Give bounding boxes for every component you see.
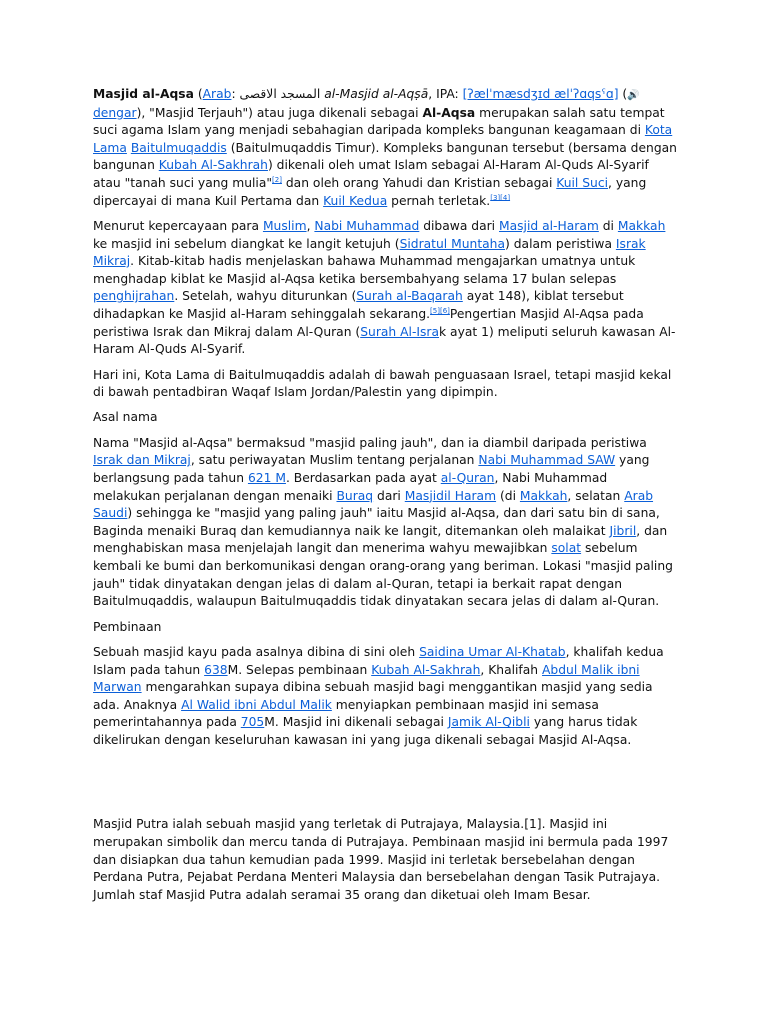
link-israk-mikraj[interactable]: Israk Mikraj bbox=[93, 236, 646, 269]
link-dengar[interactable]: dengar bbox=[93, 105, 137, 120]
link-makkah[interactable]: Makkah bbox=[617, 218, 666, 233]
link-penghijrahan[interactable]: penghijrahan bbox=[93, 289, 175, 304]
link-621-m[interactable]: 621 M bbox=[247, 471, 286, 486]
link-kubah-al-sakhrah[interactable]: Kubah Al-Sakhrah bbox=[158, 158, 268, 173]
paragraph-belief: Menurut kepercayaan para Muslim, Nabi Muhammad dibawa dari Masjid al-Haram di Makkah ke masjid ini sebelum diangkat ke langit ketujuh (Sidratul Muntaha) dalam peristiwa Israk Mikraj. Kitab-kitab hadis menjelaskan bahawa Muhammad mengajarkan umatnya untuk menghadap kiblat ke Masjid al-Aqsa ketika bersembahyang selama 17 bulan selepas penghijrahan. Setelah, wahyu diturunkan (Surah al-Baqarah ayat 148), kiblat tersebut dihadapkan ke Masjid al-Haram sehinggalah sekarang.[5][6]Pengertian Masjid Al-Aqsa pada peristiwa Israk dan Mikraj dalam Al-Quran (Surah Al-Israk ayat 1) meliputi seluruh kawasan Al-Haram Al-Quds Al-Syarif. bbox=[93, 218, 676, 357]
link-abdul-malik[interactable]: Abdul Malik ibni Marwan bbox=[93, 662, 640, 695]
paragraph-today: Hari ini, Kota Lama di Baitulmuqaddis adalah di bawah penguasaan Israel, tetapi masjid kekal di bawah pentadbiran Waqaf Islam Jordan/Palestin yang dipimpin. bbox=[93, 367, 672, 400]
link-kuil-kedua[interactable]: Kuil Kedua bbox=[323, 193, 388, 208]
link-nabi-muhammad[interactable]: Nabi Muhammad bbox=[314, 218, 420, 233]
link-surah-al-baqarah[interactable]: Surah al-Baqarah bbox=[356, 289, 463, 304]
link-705[interactable]: 705 bbox=[240, 715, 265, 730]
speaker-icon[interactable]: 🔊 bbox=[627, 90, 640, 101]
link-arab[interactable]: Arab bbox=[202, 87, 232, 101]
link-israk-dan-mikraj[interactable]: Israk dan Mikraj bbox=[93, 453, 191, 468]
link-al-walid[interactable]: Al Walid ibni Abdul Malik bbox=[181, 697, 332, 712]
link-masjid-al-haram[interactable]: Masjid al-Haram bbox=[499, 218, 599, 233]
arabic-name: المسجد الاقصى bbox=[239, 87, 321, 101]
link-makkah[interactable]: Makkah bbox=[519, 488, 568, 503]
link-solat[interactable]: solat bbox=[551, 541, 582, 556]
link-baitulmuqaddis[interactable]: Baitulmuqaddis bbox=[130, 140, 227, 155]
ref-link[interactable]: [3][4] bbox=[490, 193, 511, 202]
paragraph-construction: Sebuah masjid kayu pada asalnya dibina di sini oleh Saidina Umar Al-Khatab, khalifah kedua Islam pada tahun 638M. Selepas pembinaan Kubah Al-Sakhrah, Khalifah Abdul Malik ibni Marwan mengarahkan supaya dibina sebuah masjid bagi menggantikan masjid yang sedia ada. Anaknya Al Walid ibni Abdul Malik menyiapkan pembinaan masjid ini semasa pemerintahannya pada 705M. Masjid ini dikenali sebagai Jamik Al-Qibli yang harus tidak dikelirukan dengan keseluruhan kawasan ini yang juga dikenali sebagai Masjid Al-Aqsa. bbox=[93, 645, 664, 747]
blank-space bbox=[93, 757, 677, 816]
link-masjidil-haram[interactable]: Masjidil Haram bbox=[404, 488, 497, 503]
ref-link[interactable]: [2] bbox=[272, 175, 282, 184]
link-buraq[interactable]: Buraq bbox=[336, 488, 374, 503]
link-kubah-al-sakhrah[interactable]: Kubah Al-Sakhrah bbox=[371, 662, 481, 677]
transliteration: al-Masjid al-Aqṣā bbox=[324, 87, 429, 101]
link-kota-lama[interactable]: Kota Lama bbox=[93, 123, 673, 155]
link-kuil-suci[interactable]: Kuil Suci bbox=[556, 175, 609, 190]
link-638[interactable]: 638 bbox=[204, 662, 228, 677]
link-al-quran[interactable]: al-Quran bbox=[440, 471, 495, 486]
heading-asal-nama: Asal nama bbox=[93, 410, 158, 425]
ref-link[interactable]: [5][6] bbox=[430, 306, 450, 315]
heading-pembinaan: Pembinaan bbox=[93, 619, 162, 634]
article-title: Masjid al-Aqsa bbox=[93, 87, 194, 101]
article-body bbox=[93, 86, 677, 912]
link-sidratul-muntaha[interactable]: Sidratul Muntaha bbox=[399, 236, 506, 251]
link-muslim[interactable]: Muslim bbox=[262, 218, 307, 233]
paragraph-name-origin: Nama "Masjid al-Aqsa" bermaksud "masjid paling jauh", dan ia diambil daripada peristiwa Israk dan Mikraj, satu periwayatan Muslim tentang perjalanan Nabi Muhammad SAW yang berlangsung pada tahun 621 M. Berdasarkan pada ayat al-Quran, Nabi Muhammad melakukan perjalanan dengan menaiki Buraq dari Masjidil Haram (di Makkah, selatan Arab Saudi) sehingga ke "masjid yang paling jauh" iaitu Masjid al-Aqsa, dan dari satu bin di sana, Baginda menaiki Buraq dan kemudiannya naik ke langit, ditemankan oleh malaikat Jibril, dan menghabiskan masa menjelajah langit dan menerima wahyu mewajibkan solat sebelum kembali ke bumi dan berkomunikasi dengan orang-orang yang beriman. Lokasi "masjid paling jauh" tidak dinyatakan dengan jelas di dalam al-Quran, tetapi ia berkait rapat dengan Baitulmuqaddis, walaupun Baitulmuqaddis tidak dinyatakan secara jelas di dalam al-Quran. bbox=[93, 435, 673, 609]
link-arab-saudi[interactable]: Arab Saudi bbox=[93, 488, 654, 521]
link-saidina-umar[interactable]: Saidina Umar Al-Khatab bbox=[419, 645, 566, 659]
link-jibril[interactable]: Jibril bbox=[609, 523, 637, 538]
link-nabi-muhammad-saw[interactable]: Nabi Muhammad SAW bbox=[478, 453, 616, 468]
link-ipa[interactable]: [ʔælˈmæsdʒɪd ælˈʔɑqsˤɑ] bbox=[462, 87, 619, 101]
al-aqsa-bold: Al-Aqsa bbox=[422, 105, 476, 120]
link-jamik-al-qibli[interactable]: Jamik Al-Qibli bbox=[447, 715, 530, 730]
paragraph-intro: Masjid al-Aqsa (Arab: المسجد الاقصى al-Masjid al-Aqṣā, IPA: [ʔælˈmæsdʒɪd ælˈʔɑqsˤɑ] (🔊 dengar), "Masjid Terjauh") atau juga dikenali sebagai Al-Aqsa merupakan salah satu tempat suci agama Islam yang menjadi sebahagian daripada kompleks bangunan keagamaan di Kota Lama Baitulmuqaddis (Baitulmuqaddis Timur). Kompleks bangunan tersebut (bersama dengan bangunan Kubah Al-Sakhrah) dikenali oleh umat Islam sebagai Al-Haram Al-Quds Al-Syarif atau "tanah suci yang mulia"[2] dan oleh orang Yahudi dan Kristian sebagai Kuil Suci, yang dipercayai di mana Kuil Pertama dan Kuil Kedua pernah terletak.[3][4] bbox=[93, 87, 677, 208]
paragraph-masjid-putra: Masjid Putra ialah sebuah masjid yang terletak di Putrajaya, Malaysia.[1]. Masjid ini merupakan simbolik dan mercu tanda di Putrajaya. Pembinaan masjid ini bermula pada 1997 dan disiapkan dua tahun kemudian pada 1999. Masjid ini terletak bersebelahan dengan Perdana Putra, Pejabat Perdana Menteri Malaysia dan bersebelahan dengan Tasik Putrajaya. Jumlah staf Masjid Putra adalah seramai 35 orang dan diketuai oleh Imam Besar. bbox=[93, 817, 669, 902]
link-surah-al-isra[interactable]: Surah Al-Isra bbox=[360, 324, 440, 339]
